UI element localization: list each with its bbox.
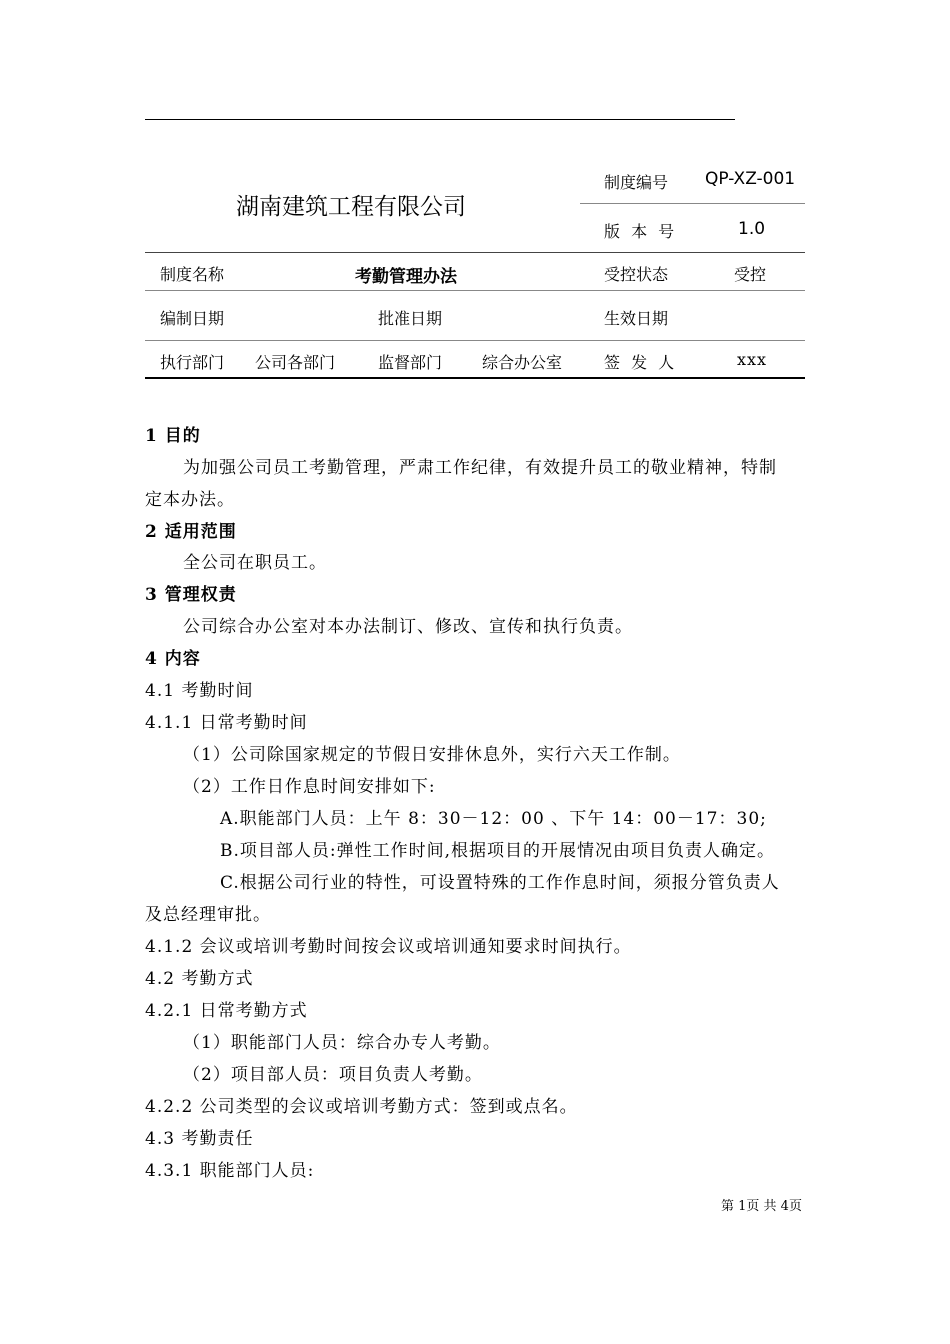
name-value: 考勤管理办法 bbox=[355, 267, 457, 287]
list-item: B.项目部人员:弹性工作时间,根据项目的开展情况由项目负责人确定。 bbox=[220, 841, 776, 861]
control-value: 受控 bbox=[734, 265, 767, 284]
top-rule bbox=[145, 119, 735, 120]
subsection-heading: 4.3 考勤责任 bbox=[145, 1129, 254, 1149]
approve-label: 批准日期 bbox=[378, 309, 443, 328]
paragraph-line: 定本办法。 bbox=[145, 490, 235, 510]
list-item: C.根据公司行业的特性，可设置特殊的工作作息时间，须报分管负责人 bbox=[220, 873, 780, 893]
name-label: 制度名称 bbox=[160, 265, 225, 284]
compile-label: 编制日期 bbox=[160, 309, 225, 328]
paragraph-line: 及总经理审批。 bbox=[145, 905, 271, 925]
subsection-heading: 4.3.1 职能部门人员: bbox=[145, 1161, 315, 1181]
paragraph-line: 4.1.2 会议或培训考勤时间按会议或培训通知要求时间执行。 bbox=[145, 937, 632, 957]
subsection-heading: 4.2 考勤方式 bbox=[145, 969, 254, 989]
version-label: 版 本 号 bbox=[604, 222, 678, 241]
exec-value: 公司各部门 bbox=[255, 353, 336, 372]
subsection-heading: 4.2.1 日常考勤方式 bbox=[145, 1001, 308, 1021]
subsection-heading: 4.1.1 日常考勤时间 bbox=[145, 713, 308, 733]
company-name: 湖南建筑工程有限公司 bbox=[236, 194, 466, 220]
header-rule-4 bbox=[145, 340, 805, 341]
page-number: 第 1页 共 4页 bbox=[721, 1199, 802, 1214]
list-item: （1）公司除国家规定的节假日安排休息外，实行六天工作制。 bbox=[183, 745, 681, 765]
code-label: 制度编号 bbox=[604, 173, 669, 192]
supervise-value: 综合办公室 bbox=[482, 353, 563, 372]
paragraph-line: 公司综合办公室对本办法制订、修改、宣传和执行负责。 bbox=[183, 617, 633, 637]
paragraph-line: 4.2.2 公司类型的会议或培训考勤方式：签到或点名。 bbox=[145, 1097, 578, 1117]
version-value: 1.0 bbox=[738, 219, 766, 239]
paragraph-line: 全公司在职员工。 bbox=[183, 553, 327, 573]
list-item: （2）项目部人员：项目负责人考勤。 bbox=[183, 1065, 483, 1085]
header-rule-2 bbox=[145, 252, 805, 253]
header-right-rule-1 bbox=[580, 203, 805, 204]
paragraph-line: 为加强公司员工考勤管理，严肃工作纪律，有效提升员工的敬业精神，特制 bbox=[183, 458, 777, 478]
header-rule-3 bbox=[145, 290, 805, 291]
section-heading: 3 管理权责 bbox=[145, 585, 237, 605]
section-heading: 2 适用范围 bbox=[145, 522, 237, 542]
issuer-label: 签 发 人 bbox=[604, 353, 678, 372]
list-item: （1）职能部门人员：综合办专人考勤。 bbox=[183, 1033, 501, 1053]
subsection-heading: 4.1 考勤时间 bbox=[145, 681, 254, 701]
code-value: QP-XZ-001 bbox=[705, 169, 796, 189]
section-heading: 1 目的 bbox=[145, 426, 201, 446]
effective-label: 生效日期 bbox=[604, 309, 669, 328]
section-heading: 4 内容 bbox=[145, 649, 201, 669]
list-item: （2）工作日作息时间安排如下: bbox=[183, 777, 436, 797]
control-label: 受控状态 bbox=[604, 265, 669, 284]
exec-label: 执行部门 bbox=[160, 353, 225, 372]
issuer-value: xxx bbox=[737, 350, 768, 369]
supervise-label: 监督部门 bbox=[378, 353, 443, 372]
list-item: A.职能部门人员：上午 8：30－12：00 、下午 14：00－17：30; bbox=[220, 809, 767, 829]
header-bottom-rule bbox=[145, 377, 805, 379]
